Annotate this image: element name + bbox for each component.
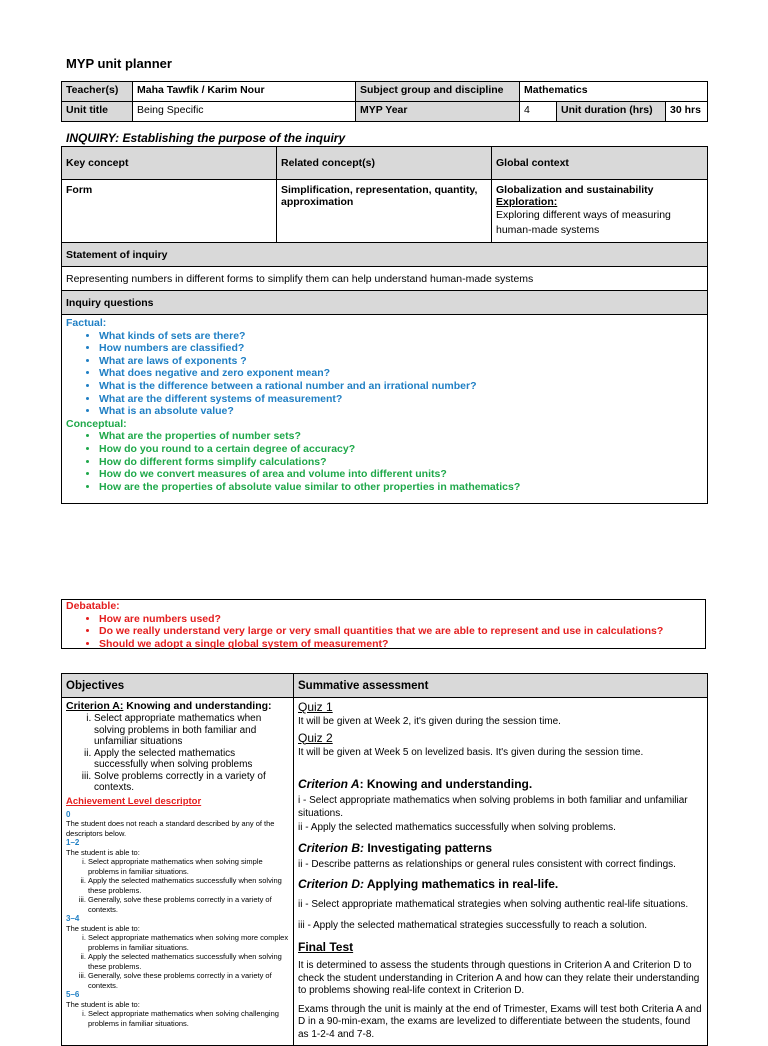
list-item: • Should we adopt a single global system of measurement?: [99, 638, 705, 651]
final-test-text-1: It is determined to assess the students through questions in Criterion A and Criterion D to check the student understanding in Criterion A and how can they relate their understanding to problems showing real-life context in Criterion D.: [298, 960, 700, 996]
list-item: iii. Generally, solve these problems correctly in a variety of contexts.: [88, 971, 289, 990]
criterion-a-heading: [298, 777, 703, 791]
key-concept-label: Key concept: [62, 147, 277, 180]
quiz1-heading: Quiz 1: [298, 700, 333, 714]
subject-label: Subject group and discipline: [356, 82, 520, 102]
teachers-value: Maha Tawfik / Karim Nour: [133, 82, 356, 102]
criterion-b-name: Criterion B:: [298, 840, 364, 855]
criterion-d-name: Criterion D:: [298, 877, 364, 891]
list-item: • How are numbers used?: [99, 613, 705, 626]
inquiry-table: [61, 146, 708, 504]
list-item: i. Select appropriate mathematics when solving more complex problems in familiar situations.: [88, 933, 289, 952]
list-item: ii. Apply the selected mathematics successfully when solving these problems.: [88, 876, 289, 895]
able-text: The student is able to:: [66, 847, 140, 857]
criterion-a-ii: ii - Apply the selected mathematics successfully when solving problems.: [298, 822, 616, 833]
achievement-label: Achievement Level descriptor: [66, 795, 202, 807]
list-item: • How numbers are classified?: [99, 342, 703, 355]
able-text: The student is able to:: [66, 999, 140, 1009]
criterion-a-title: Knowing and understanding:: [123, 700, 272, 712]
myp-year-label: MYP Year: [356, 102, 520, 122]
list-item: • What are the different systems of measurement?: [99, 393, 703, 406]
list-item: • How do we convert measures of area and volume into different units?: [99, 468, 703, 481]
level-1-2: 1–2: [66, 838, 80, 847]
criterion-b-heading-title: Investigating patterns: [364, 840, 493, 855]
objectives-label: Objectives: [62, 674, 294, 698]
key-concept-value: Form: [62, 180, 277, 243]
objectives-table: [61, 673, 708, 1046]
list-item: • How are the properties of absolute value similar to other properties in mathematics?: [99, 481, 703, 494]
list-item: • What are laws of exponents ?: [99, 355, 703, 368]
list-item: • What are the properties of number sets?: [99, 430, 703, 443]
criterion-b-ii: ii - Describe patterns as relationships or general rules consistent with correct findings.: [298, 858, 676, 870]
statement-label: Statement of inquiry: [62, 243, 708, 267]
level-5-6-list: [66, 1009, 289, 1028]
questions-cell: [62, 315, 708, 504]
list-item: i. Select appropriate mathematics when solving challenging problems in familiar situations.: [88, 1009, 289, 1028]
quiz2-heading: Quiz 2: [298, 730, 333, 745]
list-item: iii. Solve problems correctly in a variety of contexts.: [94, 771, 289, 794]
descriptor-block: [66, 810, 289, 1029]
exploration-value: Exploring different ways of measuring human-made systems: [496, 209, 671, 236]
duration-value: 30 hrs: [666, 102, 708, 122]
final-test-text-2: Exams through the unit is mainly at the end of Trimester, Exams will test both Criteria A and D in a 90-min-exam, the exams are levelized to differentiate between the students, found as 1-2-4 and 7-8.: [298, 1003, 702, 1040]
list-item: ii. Apply the selected mathematics successfully when solving problems: [94, 748, 289, 771]
list-item: i. Select appropriate mathematics when solving simple problems in familiar situations.: [88, 857, 289, 876]
level-1-2-list: [66, 857, 289, 914]
myp-year-value: 4: [520, 102, 557, 122]
list-item: i. Select appropriate mathematics when solving problems in both familiar and unfamiliar situations: [94, 713, 289, 748]
global-context-cell: [492, 180, 708, 243]
quiz2-text: It will be given at Week 5 on levelized basis. It's given during the session time.: [298, 746, 644, 758]
list-item: • How do different forms simplify calculations?: [99, 456, 703, 469]
criterion-d-heading-title: Applying mathematics in real-life.: [364, 877, 559, 891]
able-text: The student is able to:: [66, 923, 140, 933]
related-concept-value: Simplification, representation, quantity, approximation: [277, 180, 492, 243]
summative-label: Summative assessment: [294, 674, 708, 698]
debatable-label: Debatable:: [66, 600, 120, 612]
unit-title-label: Unit title: [62, 102, 133, 122]
criterion-d-iii: iii - Apply the selected mathematical strategies successfully to reach a solution.: [298, 919, 648, 931]
criterion-a-name: Criterion A: [298, 777, 360, 791]
criterion-a-i: i - Select appropriate mathematics when solving problems in both familiar and unfamiliar situations.: [298, 795, 688, 819]
debatable-list: [66, 613, 705, 651]
page-title: MYP unit planner: [66, 56, 172, 71]
conceptual-label: Conceptual:: [66, 417, 127, 430]
exploration-label: Exploration:: [496, 196, 558, 208]
criterion-a-list: [66, 713, 289, 794]
unit-title-value: Being Specific: [133, 102, 356, 122]
duration-label: Unit duration (hrs): [557, 102, 666, 122]
statement-value: Representing numbers in different forms to simplify them can help understand human-made systems: [62, 267, 708, 291]
criterion-d-ii: ii - Select appropriate mathematical strategies when solving authentic real-life situations.: [298, 899, 689, 910]
list-item: • What is the difference between a rational number and an irrational number?: [99, 380, 703, 393]
quiz1-text: It will be given at Week 2, it's given during the session time.: [298, 716, 561, 727]
unit-header-table: [61, 81, 708, 122]
factual-label: Factual:: [66, 317, 107, 329]
list-item: iii. Generally, solve these problems correctly in a variety of contexts.: [88, 895, 289, 914]
criterion-a-label: Criterion A:: [66, 700, 124, 712]
subject-value: Mathematics: [520, 82, 708, 102]
list-item: ii. Apply the selected mathematics successfully when solving these problems.: [88, 952, 289, 971]
list-item: • What does negative and zero exponent mean?: [99, 367, 703, 380]
related-concept-label: Related concept(s): [277, 147, 492, 180]
level-0-text: The student does not reach a standard described by any of the descriptors below.: [66, 819, 275, 838]
level-3-4-list: [66, 933, 289, 990]
level-5-6: 5–6: [66, 990, 80, 999]
objectives-cell: [62, 698, 294, 1046]
debatable-box: [61, 599, 706, 649]
level-3-4: 3–4: [66, 914, 80, 923]
criterion-a-heading-title: : Knowing and understanding.: [359, 777, 533, 791]
list-item: • Do we really understand very large or very small quantities that we are able to represent and use in calculations?: [99, 625, 705, 638]
final-test-heading: Final Test: [298, 940, 354, 954]
teachers-label: Teacher(s): [62, 82, 133, 102]
level-0: 0: [66, 809, 71, 819]
conceptual-list: [66, 430, 703, 493]
list-item: • What kinds of sets are there?: [99, 330, 703, 343]
criterion-b-heading: [298, 841, 703, 855]
summative-cell: [294, 698, 708, 1046]
list-item: • What is an absolute value?: [99, 405, 703, 418]
global-context-value: Globalization and sustainability: [496, 184, 654, 196]
list-item: • How do you round to a certain degree of accuracy?: [99, 443, 703, 456]
inquiry-heading: INQUIRY: Establishing the purpose of the inquiry: [66, 131, 346, 145]
questions-label: Inquiry questions: [62, 291, 708, 315]
global-context-label: Global context: [492, 147, 708, 180]
factual-list: [66, 330, 703, 418]
criterion-d-heading: [298, 877, 703, 891]
